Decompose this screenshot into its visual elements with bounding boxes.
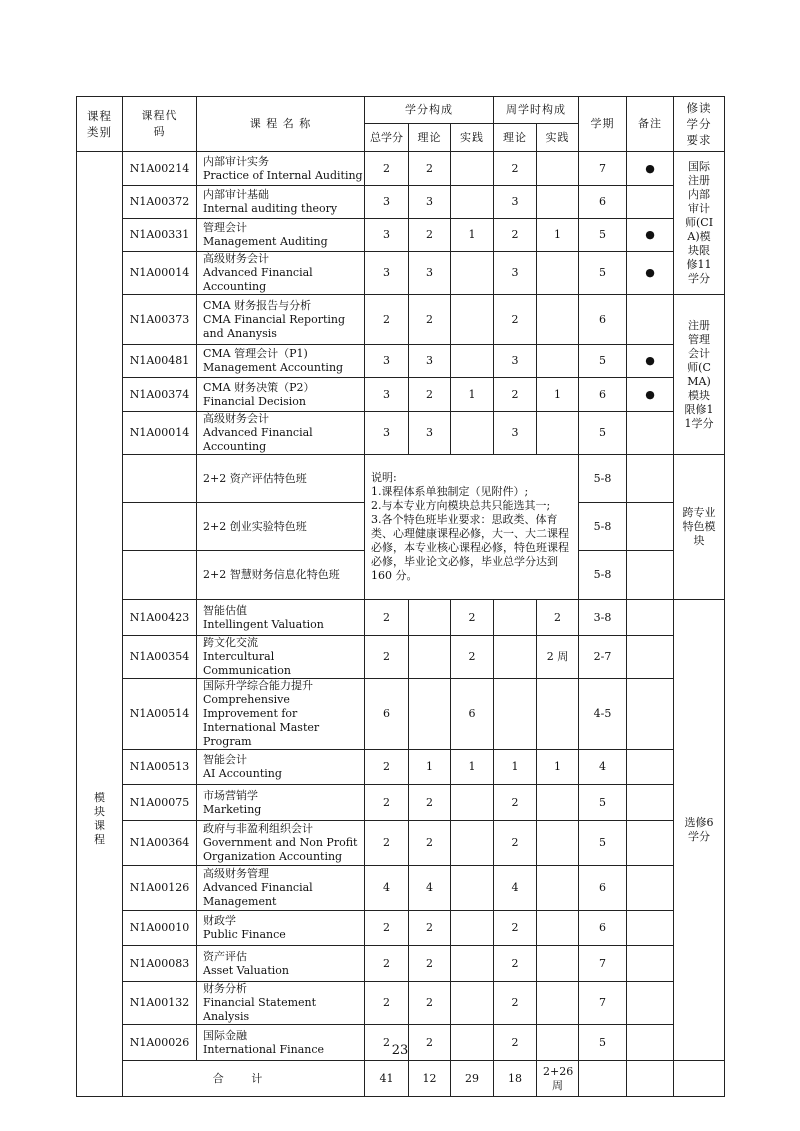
cell-practice xyxy=(451,982,494,1025)
cell-remark: ● xyxy=(627,345,674,378)
cell-wh-theory: 2 xyxy=(494,295,537,345)
cell-total: 2 xyxy=(365,1025,409,1061)
cell-theory: 2 xyxy=(409,911,451,946)
cell-wh-practice xyxy=(537,982,579,1025)
special-class-note xyxy=(365,455,579,600)
course-code: N1A00083 xyxy=(123,946,197,982)
cell-practice: 1 xyxy=(451,378,494,412)
table-row xyxy=(77,252,725,295)
table-row xyxy=(77,345,725,378)
cell-theory: 2 xyxy=(409,378,451,412)
cell-wh-theory: 3 xyxy=(494,412,537,455)
cell-practice: 2 xyxy=(451,600,494,636)
cell-semester: 5 xyxy=(579,412,627,455)
cell-total: 6 xyxy=(365,679,409,750)
course-name-en: Asset Valuation xyxy=(203,963,289,977)
course-name-cn: 财政学 xyxy=(203,914,236,927)
cell-semester: 5 xyxy=(579,345,627,378)
table-row xyxy=(77,636,725,679)
cell-semester: 5 xyxy=(579,785,627,821)
course-name-en: Intellingent Valuation xyxy=(203,617,324,631)
course-code: N1A00364 xyxy=(123,821,197,866)
cell-theory: 3 xyxy=(409,252,451,295)
course-name-cn: CMA 财务报告与分析 xyxy=(203,298,312,312)
course-name xyxy=(197,152,365,186)
req-sp-text: 跨专业特色模块 xyxy=(682,506,716,547)
cell-total: 2 xyxy=(365,152,409,186)
header-semester: 学期 xyxy=(579,97,627,152)
cell-remark xyxy=(627,636,674,679)
cell-total: 3 xyxy=(365,219,409,252)
cell-wh-theory: 2 xyxy=(494,982,537,1025)
cell-practice xyxy=(451,821,494,866)
cell-wh-theory: 2 xyxy=(494,1025,537,1061)
cell-wh-theory: 2 xyxy=(494,785,537,821)
cell-remark xyxy=(627,1061,674,1097)
cell-theory: 2 xyxy=(409,946,451,982)
header-credit-theory: 理论 xyxy=(409,124,451,152)
table-row xyxy=(77,219,725,252)
cell-theory: 2 xyxy=(409,982,451,1025)
table-row xyxy=(77,982,725,1025)
table-row xyxy=(77,378,725,412)
cell-semester: 6 xyxy=(579,295,627,345)
cell-remark: ● xyxy=(627,152,674,186)
cell-semester: 4 xyxy=(579,750,627,785)
course-name xyxy=(197,295,365,345)
cell-wh-practice xyxy=(537,911,579,946)
cell-practice xyxy=(451,946,494,982)
table-row xyxy=(77,186,725,219)
course-name-cn: 市场营销学 xyxy=(203,788,258,802)
table-row xyxy=(77,412,725,455)
cell-total: 3 xyxy=(365,186,409,219)
cell-theory: 3 xyxy=(409,412,451,455)
course-name-en: Advanced Financial Accounting xyxy=(203,266,313,293)
course-name-cn: 管理会计 xyxy=(203,221,247,234)
cell-practice xyxy=(451,345,494,378)
cell-wh-practice xyxy=(537,821,579,866)
header-wh-practice: 实践 xyxy=(537,124,579,152)
course-name xyxy=(197,911,365,946)
cell-practice xyxy=(451,785,494,821)
course-code: N1A00075 xyxy=(123,785,197,821)
cell-wh-theory xyxy=(494,636,537,679)
cell-semester: 5-8 xyxy=(579,551,627,600)
cell-practice xyxy=(451,412,494,455)
cat-text-text: 模块课程 xyxy=(94,791,105,846)
cell-total: 2 xyxy=(365,600,409,636)
h-cat-text: 课程类别 xyxy=(87,109,112,139)
course-code: N1A00126 xyxy=(123,866,197,911)
cell-remark xyxy=(627,503,674,551)
header-remark: 备注 xyxy=(627,97,674,152)
course-name xyxy=(197,252,365,295)
course-name xyxy=(197,600,365,636)
cell-wh-theory: 3 xyxy=(494,252,537,295)
course-code: N1A00514 xyxy=(123,679,197,750)
page-number: 23 xyxy=(391,1043,409,1058)
cell-total: 3 xyxy=(365,378,409,412)
course-name xyxy=(197,186,365,219)
cell-wh-theory: 3 xyxy=(494,345,537,378)
course-name-cn: 国际升学综合能力提升 xyxy=(203,679,313,692)
table-row xyxy=(77,821,725,866)
cell-theory xyxy=(409,679,451,750)
course-name-cn: 政府与非盈利组织会计 xyxy=(203,822,313,835)
cell-practice: 1 xyxy=(451,750,494,785)
cell-wh-theory: 2 xyxy=(494,946,537,982)
cell-wh-theory: 2 xyxy=(494,821,537,866)
course-name-en: Advanced Financial Management xyxy=(203,881,313,908)
note-line: 3.各个特色班毕业要求：思政类、体育类、心理健康课程必修，大一、大二课程必修，本专业核心课程必修，特色班课程必修，毕业论文必修，毕业总学分达到 160 分。 xyxy=(371,513,569,582)
course-name-cn: 高级财务会计 xyxy=(203,412,269,425)
cell-wh-theory: 2 xyxy=(494,219,537,252)
table-row xyxy=(77,455,725,503)
cell-semester: 6 xyxy=(579,866,627,911)
course-name xyxy=(197,219,365,252)
cell-semester: 5 xyxy=(579,1025,627,1061)
course-code: N1A00331 xyxy=(123,219,197,252)
cell-total: 3 xyxy=(365,345,409,378)
cell-semester: 7 xyxy=(579,982,627,1025)
table-row xyxy=(77,866,725,911)
special-class-name: 2+2 智慧财务信息化特色班 xyxy=(197,551,365,600)
course-name-cn: 内部审计基础 xyxy=(203,188,269,201)
special-class-name: 2+2 创业实验特色班 xyxy=(197,503,365,551)
cell-practice xyxy=(451,252,494,295)
course-name-cn: CMA 管理会计（P1) xyxy=(203,347,308,360)
header-code xyxy=(123,97,197,152)
cell-remark: ● xyxy=(627,252,674,295)
requirement-cia xyxy=(674,152,725,295)
cell-wh-practice xyxy=(537,252,579,295)
table-row xyxy=(77,152,725,186)
cell-remark xyxy=(627,785,674,821)
course-name-en: Practice of Internal Auditing xyxy=(203,168,363,182)
cell-theory xyxy=(409,636,451,679)
course-name-en: CMA Financial Reporting and Ananysis xyxy=(203,312,346,340)
cell-semester xyxy=(579,1061,627,1097)
total-label: 合 计 xyxy=(123,1061,365,1097)
cell-theory: 2 xyxy=(409,152,451,186)
requirement-special xyxy=(674,455,725,600)
header-credit-total: 总学分 xyxy=(365,124,409,152)
course-name-en: Public Finance xyxy=(203,928,286,941)
cell-total: 2 xyxy=(365,636,409,679)
cell-semester: 4-5 xyxy=(579,679,627,750)
cell-remark xyxy=(627,186,674,219)
cell-wh-theory: 2 xyxy=(494,911,537,946)
note-line: 2.与本专业方向模块总共只能选其一; xyxy=(371,499,551,512)
cell-theory xyxy=(409,600,451,636)
cell-wh-practice xyxy=(537,345,579,378)
cell-semester: 7 xyxy=(579,946,627,982)
course-name-en: Financial Statement Analysis xyxy=(203,996,317,1023)
course-name-en: Financial Decision xyxy=(203,394,307,408)
requirement-elective xyxy=(674,600,725,1061)
cell-total: 4 xyxy=(365,866,409,911)
course-code xyxy=(123,551,197,600)
cell-wh-practice xyxy=(537,866,579,911)
course-name-cn: 跨文化交流 xyxy=(203,636,258,649)
cell-total: 2 xyxy=(365,911,409,946)
cell-remark xyxy=(627,982,674,1025)
tw-text: 2+26周 xyxy=(543,1064,574,1092)
cell-total: 2 xyxy=(365,785,409,821)
course-name-cn: 内部审计实务 xyxy=(203,154,269,168)
course-name-en: Comprehensive Improvement for International Master Program xyxy=(203,693,320,748)
cell-remark xyxy=(627,295,674,345)
cell-semester: 6 xyxy=(579,186,627,219)
note-line: 1.课程体系单独制定（见附件）; xyxy=(371,485,529,498)
course-name-cn: 财务分析 xyxy=(203,982,247,995)
cell-theory: 2 xyxy=(409,219,451,252)
cell-wh-practice: 1 xyxy=(537,219,579,252)
course-name-en: AI Accounting xyxy=(203,767,282,780)
cell-total: 2 xyxy=(365,295,409,345)
cell-wh-theory: 2 xyxy=(494,152,537,186)
table-row xyxy=(77,911,725,946)
total-practice: 29 xyxy=(451,1061,494,1097)
cell-wh-practice: 2 周 xyxy=(537,636,579,679)
cell-theory: 2 xyxy=(409,821,451,866)
course-name xyxy=(197,785,365,821)
cell-semester: 6 xyxy=(579,911,627,946)
cell-theory: 2 xyxy=(409,785,451,821)
course-name-cn: 高级财务管理 xyxy=(203,867,269,880)
header-wh-theory: 理论 xyxy=(494,124,537,152)
header-credit-group: 学分构成 xyxy=(365,97,494,124)
table-row xyxy=(77,785,725,821)
cell-remark xyxy=(627,750,674,785)
header-category xyxy=(77,97,123,152)
course-name-cn: 国际金融 xyxy=(203,1028,247,1042)
cell-remark xyxy=(627,412,674,455)
special-class-name: 2+2 资产评估特色班 xyxy=(197,455,365,503)
cell-practice: 2 xyxy=(451,636,494,679)
course-name xyxy=(197,412,365,455)
cell-wh-theory: 2 xyxy=(494,378,537,412)
course-code: N1A00214 xyxy=(123,152,197,186)
note-line: 说明: xyxy=(371,471,397,484)
course-code: N1A00014 xyxy=(123,252,197,295)
course-code: N1A00513 xyxy=(123,750,197,785)
cell-total: 3 xyxy=(365,252,409,295)
course-name xyxy=(197,636,365,679)
cell-remark xyxy=(627,455,674,503)
cell-wh-practice xyxy=(537,785,579,821)
cell-remark: ● xyxy=(627,378,674,412)
cell-wh-practice xyxy=(537,152,579,186)
req-cma-text: 注册管理会计师(CMA)模块限修11学分 xyxy=(684,318,714,430)
total-row xyxy=(77,1061,725,1097)
header-weekhour-group: 周学时构成 xyxy=(494,97,579,124)
course-name-en: Government and Non Profit Organization Accounting xyxy=(203,836,358,863)
course-name-en: Advanced Financial Accounting xyxy=(203,426,313,453)
course-name-en: Management Accounting xyxy=(203,361,344,374)
cell-semester: 5-8 xyxy=(579,503,627,551)
course-name-cn: CMA 财务决策（P2） xyxy=(203,380,315,394)
cell-total: 2 xyxy=(365,946,409,982)
course-code xyxy=(123,455,197,503)
course-name xyxy=(197,679,365,750)
course-name-cn: 智能估值 xyxy=(203,603,247,617)
course-code: N1A00354 xyxy=(123,636,197,679)
cell-wh-practice xyxy=(537,186,579,219)
cell-total: 3 xyxy=(365,412,409,455)
course-name-en: Internal auditing theory xyxy=(203,202,338,215)
cell-remark xyxy=(627,679,674,750)
category-cell xyxy=(77,152,123,1097)
req-el-text: 选修6学分 xyxy=(684,816,714,843)
total-theory: 12 xyxy=(409,1061,451,1097)
course-name-en: Management Auditing xyxy=(203,235,328,248)
total-wh-theory: 18 xyxy=(494,1061,537,1097)
cell-wh-practice xyxy=(537,679,579,750)
course-code: N1A00026 xyxy=(123,1025,197,1061)
table-row xyxy=(77,679,725,750)
course-code: N1A00373 xyxy=(123,295,197,345)
course-name xyxy=(197,378,365,412)
cell-theory: 2 xyxy=(409,295,451,345)
cell-practice xyxy=(451,866,494,911)
cell-wh-theory xyxy=(494,679,537,750)
course-code: N1A00423 xyxy=(123,600,197,636)
course-code: N1A00010 xyxy=(123,911,197,946)
cell-wh-practice: 2 xyxy=(537,600,579,636)
course-name xyxy=(197,946,365,982)
cell-theory: 1 xyxy=(409,750,451,785)
cell-theory: 3 xyxy=(409,186,451,219)
course-code: N1A00372 xyxy=(123,186,197,219)
cell-wh-practice xyxy=(537,412,579,455)
cell-wh-practice: 1 xyxy=(537,378,579,412)
course-name-en: Intercultural Communication xyxy=(203,650,291,677)
header-name: 课 程 名 称 xyxy=(197,97,365,152)
cell-remark xyxy=(627,946,674,982)
cell-theory: 3 xyxy=(409,345,451,378)
table-row xyxy=(77,600,725,636)
cell-wh-practice xyxy=(537,295,579,345)
cell-practice xyxy=(451,186,494,219)
course-code: N1A00014 xyxy=(123,412,197,455)
total-wh-practice xyxy=(537,1061,579,1097)
cell-remark xyxy=(627,600,674,636)
cell-requirement xyxy=(674,1061,725,1097)
table-row xyxy=(77,946,725,982)
course-name xyxy=(197,982,365,1025)
course-name-cn: 高级财务会计 xyxy=(203,252,269,265)
table-row xyxy=(77,750,725,785)
cell-semester: 7 xyxy=(579,152,627,186)
cell-practice xyxy=(451,911,494,946)
requirement-cma xyxy=(674,295,725,455)
cell-wh-theory xyxy=(494,600,537,636)
h-code-text: 课程代码 xyxy=(141,109,178,138)
cell-wh-theory: 1 xyxy=(494,750,537,785)
cell-remark xyxy=(627,551,674,600)
cell-semester: 5 xyxy=(579,219,627,252)
cell-semester: 5-8 xyxy=(579,455,627,503)
cell-semester: 3-8 xyxy=(579,600,627,636)
h-req-text: 修读学分要求 xyxy=(686,101,712,147)
cell-total: 2 xyxy=(365,821,409,866)
cell-total: 2 xyxy=(365,982,409,1025)
total-credit: 41 xyxy=(365,1061,409,1097)
cell-remark: ● xyxy=(627,219,674,252)
course-name xyxy=(197,750,365,785)
cell-remark xyxy=(627,911,674,946)
cell-practice: 6 xyxy=(451,679,494,750)
cell-remark xyxy=(627,866,674,911)
curriculum-table xyxy=(76,96,725,1097)
course-name xyxy=(197,821,365,866)
cell-wh-theory: 4 xyxy=(494,866,537,911)
course-code xyxy=(123,503,197,551)
cell-practice xyxy=(451,152,494,186)
cell-practice xyxy=(451,295,494,345)
course-code: N1A00374 xyxy=(123,378,197,412)
cell-practice: 1 xyxy=(451,219,494,252)
course-name-en: Marketing xyxy=(203,802,262,816)
cell-wh-practice xyxy=(537,946,579,982)
header-requirement xyxy=(674,97,725,152)
cell-remark xyxy=(627,821,674,866)
cell-semester: 2-7 xyxy=(579,636,627,679)
course-name-cn: 智能会计 xyxy=(203,753,247,766)
cell-theory: 2 xyxy=(409,1025,451,1061)
cell-semester: 5 xyxy=(579,252,627,295)
course-code: N1A00132 xyxy=(123,982,197,1025)
header-credit-practice: 实践 xyxy=(451,124,494,152)
course-name xyxy=(197,345,365,378)
cell-wh-theory: 3 xyxy=(494,186,537,219)
cell-semester: 6 xyxy=(579,378,627,412)
course-code: N1A00481 xyxy=(123,345,197,378)
table-row xyxy=(77,295,725,345)
course-name xyxy=(197,866,365,911)
table-body xyxy=(77,152,725,1097)
cell-semester: 5 xyxy=(579,821,627,866)
course-name-en: International Finance xyxy=(203,1042,325,1056)
req-cia-text: 国际注册内部审计师(CIA)模块限修11学分 xyxy=(684,160,714,285)
course-name-cn: 资产评估 xyxy=(203,949,247,963)
cell-wh-practice: 1 xyxy=(537,750,579,785)
cell-theory: 4 xyxy=(409,866,451,911)
cell-total: 2 xyxy=(365,750,409,785)
